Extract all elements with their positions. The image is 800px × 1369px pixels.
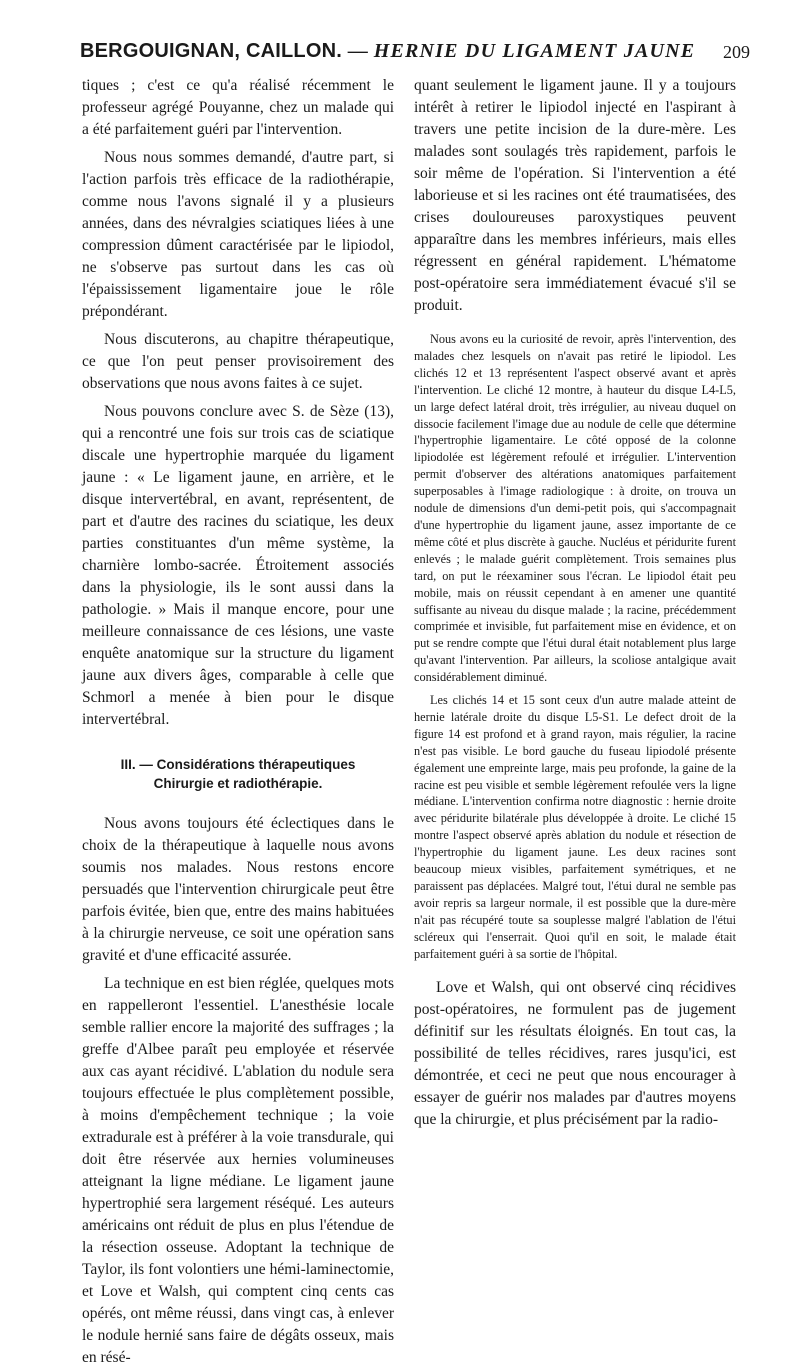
- paragraph: tiques ; c'est ce qu'a réalisé récemment le professeur agrégé Pouyanne, chez un malade qui a été parfaitement guéri par l'intervention.: [82, 77, 394, 138]
- case-note-paragraph: Les clichés 14 et 15 sont ceux d'un autre malade atteint de hernie latérale droite du disque L5-S1. Le defect droit de la figure 14 est profond et à grand rayon, mais régulier, la racine n'est pas visible. Le bord gauche du fuseau lipiodolé présente également une empreinte large, mais peu profonde, la gaine de la racine est peu visible et semble légèrement refoulée vers la ligne médiane. L'intervention confirma notre diagnostic : hernie droite avec péridurite bilatérale plus développée à droite. Le cliché 15 montre l'aspect observé après ablation du nodule et résection de l'hypertrophie du ligament jaune. Les deux racines sont beaucoup mieux visibles, parfaitement symétriques, et ne paraissent pas déplacées. Malgré tout, l'étui dural ne semble pas avoir repris sa largeur normale, il est possible que la dure-mère n'ait pas récupéré toute sa souplesse malgré l'ablation de l'étui scléreux qui l'enserrait. Quoi qu'il en soit, le malade était parfaitement guéri à sa sortie de l'hôpital.: [414, 693, 736, 961]
- left-column: [82, 75, 394, 1369]
- paragraph: Nous discuterons, au chapitre thérapeutique, ce que l'on peut penser provisoirement des observations que nous avons faites à ce sujet.: [82, 331, 394, 392]
- paragraph: La technique en est bien réglée, quelques mots en rappelleront l'essentiel. L'anesthésie locale semble rallier encore la majorité des suffrages ; la greffe d'Albee paraît peu employée et réservée aux cas ayant récidivé. L'ablation du nodule sera toujours effectuée le plus complètement possible, à moins d'empêchement technique ; la voie extradurale est à préférer à la voie transdurale, qui doit être réservée aux hernies volumineuses atteignant la ligne médiane. Le ligament jaune hypertrophié sera largement réséqué. Les auteurs américains ont réduit de plus en plus l'étendue de la résection osseuse. Adoptant la technique de Taylor, ils font volontiers une hémi-laminectomie, et Love et Walsh, qui comptent cinq cents cas opérés, ont même réussi, dans vingt cas, à enlever le nodule hernié sans faire de dégâts osseux, mais en résé-: [82, 975, 394, 1366]
- header-authors: BERGOUIGNAN, CAILLON.: [80, 40, 342, 62]
- case-notes: [414, 331, 736, 963]
- paragraph: Nous nous sommes demandé, d'autre part, si l'action parfois très efficace de la radiothérapie, comme nous l'avons signalé il y a plusieurs années, dans des névralgies sciatiques liées à une compression dûment caractérisée par le lipiodol, ne s'observe pas surtout dans les cas où l'épaississement ligamentaire joue le rôle prépondérant.: [82, 149, 394, 320]
- section-heading: [82, 755, 394, 793]
- section-heading-line: III. — Considérations thérapeutiques: [120, 757, 356, 772]
- section-heading-line: Chirurgie et radiothérapie.: [153, 776, 323, 791]
- paragraph: Nous avons toujours été éclectiques dans le choix de la thérapeutique à laquelle nous avons soumis nos malades. Nous restons encore persuadés que l'intervention chirurgicale peut être parfois évitée, bien que, entre des mains habituées à la chirurgie nerveuse, ce soit une opération sans gravité et d'une efficacité assurée.: [82, 815, 394, 964]
- page-number: 209: [723, 42, 750, 62]
- case-note-paragraph: Nous avons eu la curiosité de revoir, après l'intervention, des malades chez lesquels on n'avait pas retiré le lipiodol. Les clichés 12 et 13 représentent l'aspect observé avant et après l'intervention. Le cliché 12 montre, à hauteur du disque L4-L5, un large defect latéral droit, très irrégulier, au niveau duquel on dissocie facilement l'image due au nodule de celle que détermine l'hypertrophie ligamentaire. Le côté opposé de la colonne lipiodolée est légèrement refoulé et irrégulier. L'intervention permit d'observer des altérations anatomiques parfaitement superposables à l'image radiologique : à droite, on trouva un nodule de dimensions d'un demi-petit pois, qui s'accompagnait d'une hypertrophie du ligament jaune, assez importante de ce même côté et plus discrète à gauche. Nucléus et péridurite furent enlevés ; le malade guérit complètement. Trois semaines plus tard, on put le réexaminer sous l'écran. Le lipiodol était peu mobile, mais on réussit cependant à en amener une quantité suffisante au niveau du disque malade ; la racine, précédemment comprimée et invisible, fut parfaitement mise en évidence, et on put se rendre compte que l'étui dural était notablement plus large qu'avant l'intervention. Par ailleurs, la scoliose antalgique avait considérablement diminué.: [414, 332, 736, 685]
- right-column: [414, 75, 736, 1131]
- header-authors-title: [80, 40, 695, 63]
- header-dash: —: [347, 40, 368, 62]
- paragraph: Love et Walsh, qui ont observé cinq récidives post-opératoires, ne formulent pas de jugement définitif sur les résultats éloignés. En tout cas, la possibilité de telles récidives, rares jusqu'ici, est démontrée, et ceci ne peut que nous encourager à essayer de guérir nos malades par d'autres moyens que la chirurgie, et plus précisément par la radio-: [414, 978, 736, 1128]
- header-title: HERNIE DU LIGAMENT JAUNE: [373, 40, 696, 62]
- paragraph: quant seulement le ligament jaune. Il y a toujours intérêt à retirer le lipiodol injecté en l'aspirant à travers une petite incision de la dure-mère. Les malades sont soulagés très rapidement, parfois le soir même de l'opération. Si l'intervention a été laborieuse et si les racines ont été traumatisées, des crises douloureuses paroxystiques peuvent apparaître dans les membres inférieurs, mais elles régressent en général rapidement. L'hématome post-opératoire sera immédiatement évacué s'il se produit.: [414, 77, 736, 314]
- running-header: [60, 40, 750, 70]
- paragraph: Nous pouvons conclure avec S. de Sèze (13), qui a rencontré une fois sur trois cas de sciatique discale une hypertrophie marquée du ligament jaune : « Le ligament jaune, en arrière, et le disque intervertébral, en avant, représentent, de part et d'autre des racines du sciatique, les deux parties constituantes d'un même système, la charnière lombo-sacrée. Étroitement associés dans la physiologie, ils le sont aussi dans la pathologie. » Mais il manque encore, pour une meilleure connaissance de ces lésions, une vaste enquête anatomique sur la structure du ligament jaune aux divers âges, comparable à celle que Schmorl a menée à bien pour le disque intervertébral.: [82, 403, 394, 728]
